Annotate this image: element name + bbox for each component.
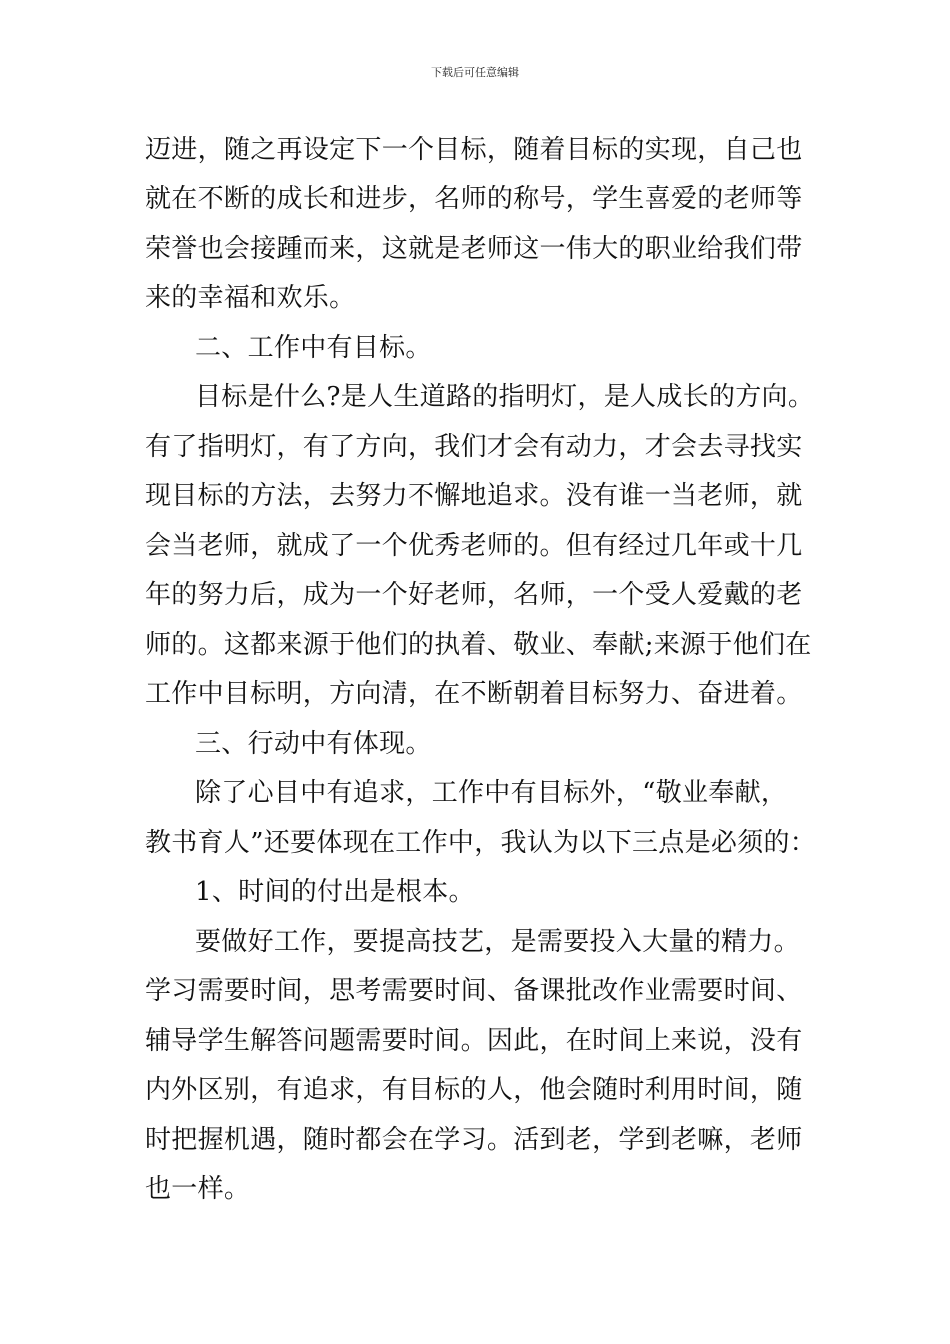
- text-line: 荣誉也会接踵而来，这就是老师这一伟大的职业给我们带: [145, 234, 803, 264]
- text-line: 来的幸福和欢乐。: [145, 283, 356, 313]
- page-header: 下载后可任意编辑: [431, 66, 519, 79]
- text-line: 会当老师，就成了一个优秀老师的。但有经过几年或十几: [145, 531, 803, 561]
- subsection-heading: 1、时间的付出是根本。: [195, 877, 475, 907]
- paragraph-start: 要做好工作，要提高技艺，是需要投入大量的精力。: [195, 927, 800, 957]
- text-line: 教书育人”还要体现在工作中，我认为以下三点是必须的：: [145, 828, 817, 858]
- text-line: 内外区别，有追求，有目标的人，他会随时利用时间，随: [145, 1075, 803, 1105]
- text-line: 学习需要时间，思考需要时间、备课批改作业需要时间、: [145, 976, 803, 1006]
- text-line: 现目标的方法，去努力不懈地追求。没有谁一当老师，就: [145, 481, 803, 511]
- paragraph-start: 目标是什么?是人生道路的指明灯，是人成长的方向。: [195, 382, 815, 412]
- text-line: 工作中目标明，方向清，在不断朝着目标努力、奋进着。: [145, 679, 803, 709]
- text-line: 时把握机遇，随时都会在学习。活到老，学到老嘛，老师: [145, 1125, 803, 1155]
- text-line: 辅导学生解答问题需要时间。因此，在时间上来说，没有: [145, 1026, 803, 1056]
- text-line: 师的。这都来源于他们的执着、敬业、奉献;来源于他们在: [145, 630, 812, 660]
- paragraph-start: 除了心目中有追求，工作中有目标外，“敬业奉献，: [195, 778, 788, 808]
- text-line: 就在不断的成长和进步，名师的称号，学生喜爱的老师等: [145, 184, 803, 214]
- text-line: 年的努力后，成为一个好老师，名师，一个受人爱戴的老: [145, 580, 803, 610]
- section-heading: 三、行动中有体现。: [195, 729, 432, 759]
- section-heading: 二、工作中有目标。: [195, 333, 432, 363]
- text-line: 有了指明灯，有了方向，我们才会有动力，才会去寻找实: [145, 432, 803, 462]
- text-line: 迈进，随之再设定下一个目标，随着目标的实现，自己也: [145, 135, 803, 165]
- text-line: 也一样。: [145, 1174, 251, 1204]
